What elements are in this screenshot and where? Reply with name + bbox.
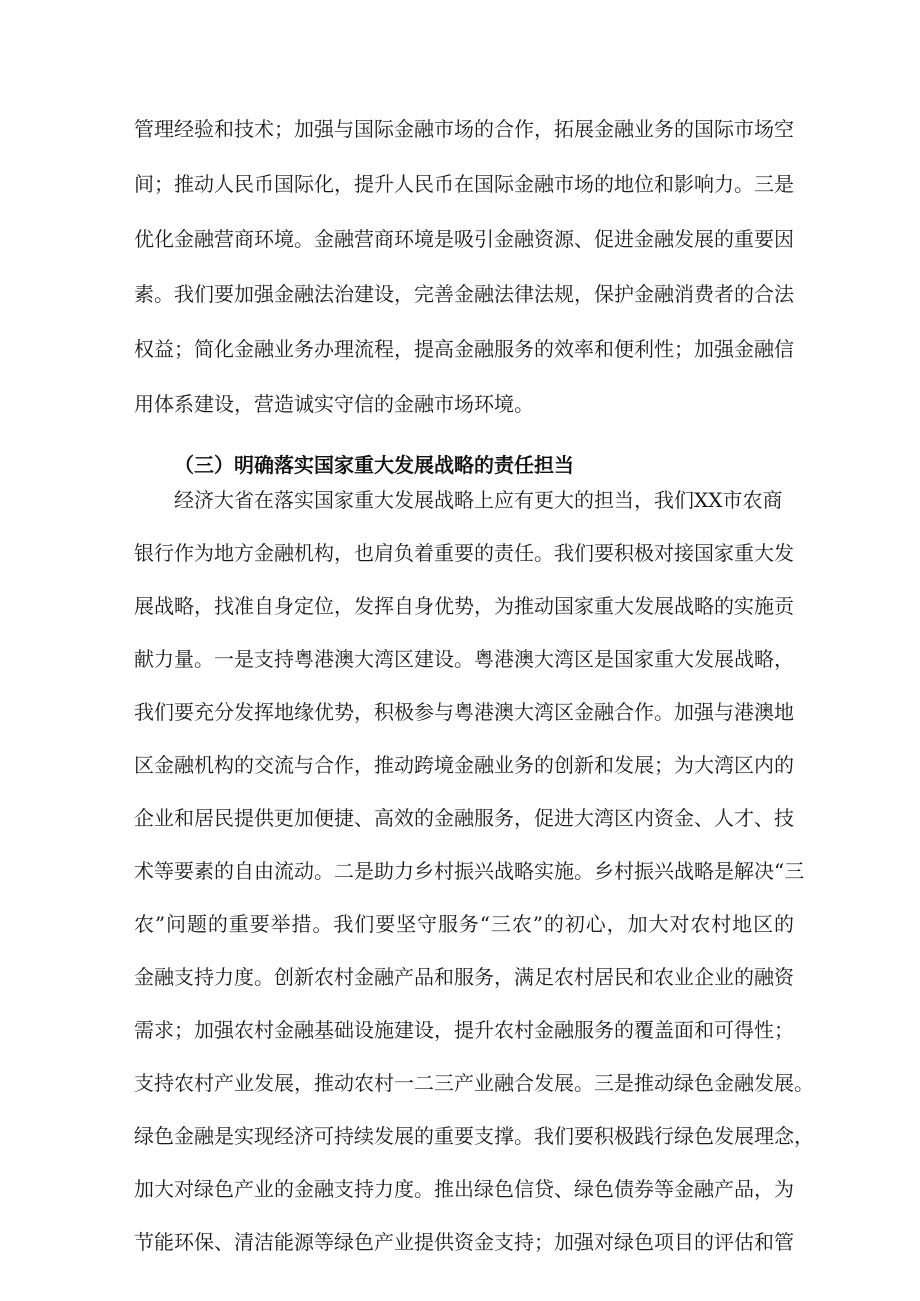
paragraph-line: 展战略，找准自身定位，发挥自身优势，为推动国家重大发展战略的实施贡 [134, 594, 794, 618]
paragraph-line: 金融支持力度。创新农村金融产品和服务，满足农村居民和农业企业的融资 [134, 965, 794, 989]
paragraph-line: 区金融机构的交流与合作，推动跨境金融业务的创新和发展；为大湾区内的 [134, 753, 794, 777]
section-heading: （三）明确落实国家重大发展战略的责任担当 [174, 453, 574, 477]
paragraph-line: 经济大省在落实国家重大发展战略上应有更大的担当，我们XX市农商 [174, 488, 783, 512]
paragraph-line: 节能环保、清洁能源等绿色产业提供资金支持；加强对绿色项目的评估和管 [134, 1230, 794, 1254]
paragraph-line: 我们要充分发挥地缘优势，积极参与粤港澳大湾区金融合作。加强与港澳地 [134, 700, 794, 724]
paragraph-line: 企业和居民提供更加便捷、高效的金融服务，促进大湾区内资金、人才、技 [134, 806, 794, 830]
paragraph-line: 支持农村产业发展，推动农村一二三产业融合发展。三是推动绿色金融发展。 [134, 1071, 814, 1095]
paragraph-line: 权益；简化金融业务办理流程，提高金融服务的效率和便利性；加强金融信 [134, 337, 794, 361]
paragraph-line: 献力量。一是支持粤港澳大湾区建设。粤港澳大湾区是国家重大发展战略， [134, 647, 794, 671]
paragraph-line: 绿色金融是实现经济可持续发展的重要支撑。我们要积极践行绿色发展理念， [134, 1124, 814, 1148]
paragraph-line: 用体系建设，营造诚实守信的金融市场环境。 [134, 392, 534, 416]
paragraph-line: 间；推动人民币国际化，提升人民币在国际金融市场的地位和影响力。三是 [134, 172, 794, 196]
paragraph-line: 加大对绿色产业的金融支持力度。推出绿色信贷、绿色债券等金融产品，为 [134, 1177, 794, 1201]
paragraph-line: 管理经验和技术；加强与国际金融市场的合作，拓展金融业务的国际市场空 [134, 117, 794, 141]
paragraph-line: 术等要素的自由流动。二是助力乡村振兴战略实施。乡村振兴战略是解决“三 [134, 859, 805, 883]
paragraph-line: 素。我们要加强金融法治建设，完善金融法律法规，保护金融消费者的合法 [134, 282, 794, 306]
paragraph-line: 农”问题的重要举措。我们要坚守服务“三农”的初心，加大对农村地区的 [134, 912, 794, 936]
paragraph-line: 优化金融营商环境。金融营商环境是吸引金融资源、促进金融发展的重要因 [134, 227, 794, 251]
paragraph-line: 需求；加强农村金融基础设施建设，提升农村金融服务的覆盖面和可得性； [134, 1018, 794, 1042]
paragraph-line: 银行作为地方金融机构，也肩负着重要的责任。我们要积极对接国家重大发 [134, 541, 794, 565]
